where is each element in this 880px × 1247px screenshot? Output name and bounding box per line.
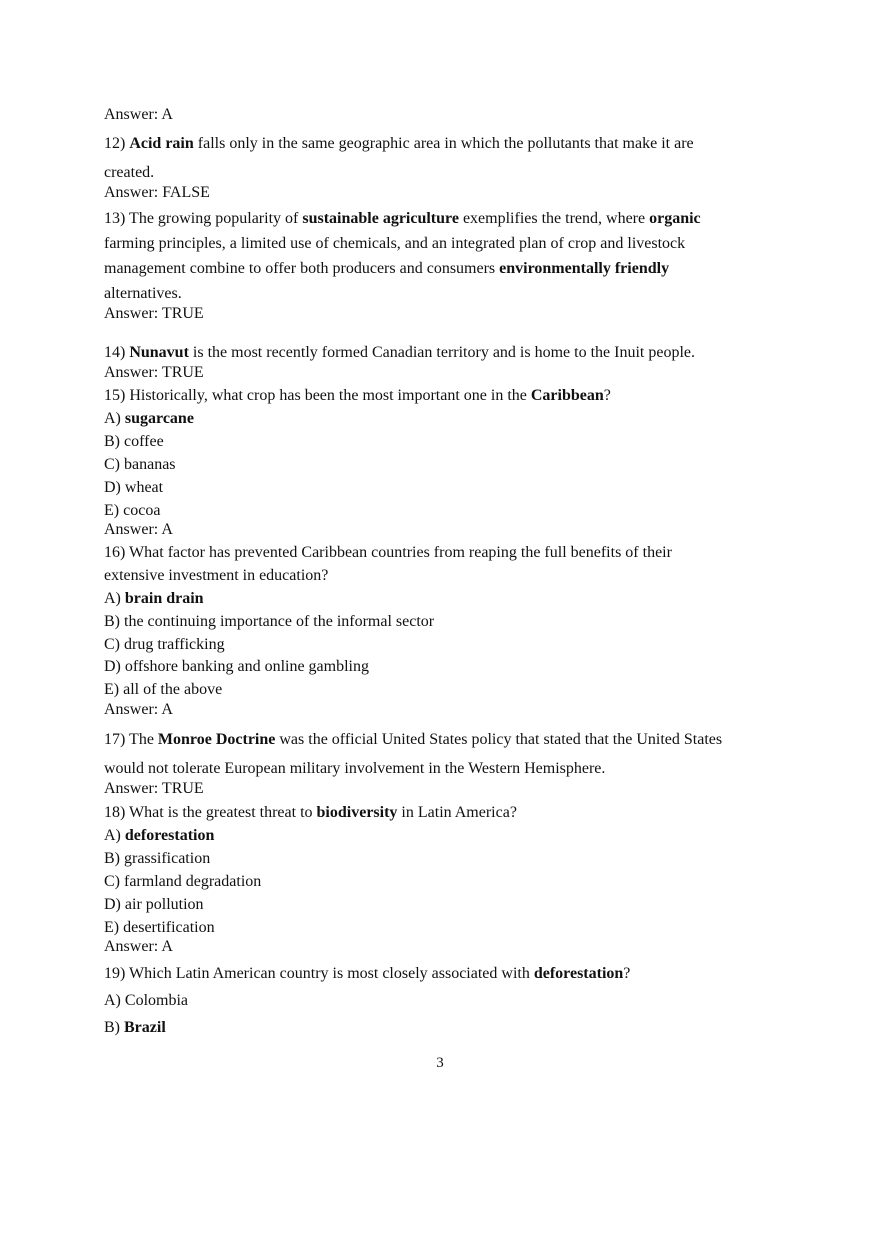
q13-stem-line3: management combine to offer both producers and consumers environmentally friendly xyxy=(104,260,670,277)
q13-stem-line4: alternatives. xyxy=(104,285,182,302)
q15-option-e: E) cocoa xyxy=(104,502,161,519)
q18-option-e: E) desertification xyxy=(104,919,215,936)
q15-option-d: D) wheat xyxy=(104,479,164,496)
q15-answer: Answer: A xyxy=(104,521,173,538)
q18-option-c: C) farmland degradation xyxy=(104,873,262,890)
q11-answer: Answer: A xyxy=(104,106,173,123)
q13-stem-line1: 13) The growing popularity of sustainable agriculture exemplifies the trend, where organic xyxy=(104,210,701,227)
q15-stem: 15) Historically, what crop has been the most important one in the Caribbean? xyxy=(104,387,611,404)
q15-option-b: B) coffee xyxy=(104,433,164,450)
q17-answer: Answer: TRUE xyxy=(104,780,204,797)
q15-option-c: C) bananas xyxy=(104,456,176,473)
q12-stem-line1: 12) Acid rain falls only in the same geographic area in which the pollutants that make it are xyxy=(104,135,694,152)
q16-option-b: B) the continuing importance of the informal sector xyxy=(104,613,435,630)
q16-answer: Answer: A xyxy=(104,701,173,718)
q16-option-e: E) all of the above xyxy=(104,681,223,698)
q16-option-d: D) offshore banking and online gambling xyxy=(104,658,369,675)
q18-option-b: B) grassification xyxy=(104,850,211,867)
q18-option-d: D) air pollution xyxy=(104,896,204,913)
q15-option-a: A) sugarcane xyxy=(104,410,194,427)
q16-option-a: A) brain drain xyxy=(104,590,204,607)
q19-stem: 19) Which Latin American country is most closely associated with deforestation? xyxy=(104,965,631,982)
q17-stem-line2: would not tolerate European military involvement in the Western Hemisphere. xyxy=(104,760,606,777)
q16-stem-line1: 16) What factor has prevented Caribbean countries from reaping the full benefits of their xyxy=(104,544,672,561)
q13-answer: Answer: TRUE xyxy=(104,305,204,322)
q12-stem-line2: created. xyxy=(104,164,155,181)
q17-stem-line1: 17) The Monroe Doctrine was the official United States policy that stated that the United States xyxy=(104,731,723,748)
q14-stem: 14) Nunavut is the most recently formed Canadian territory and is home to the Inuit people. xyxy=(104,344,695,361)
q16-option-c: C) drug trafficking xyxy=(104,636,225,653)
q18-option-a: A) deforestation xyxy=(104,827,215,844)
q13-stem-line2: farming principles, a limited use of chemicals, and an integrated plan of crop and livestock xyxy=(104,235,686,252)
q18-stem: 18) What is the greatest threat to biodiversity in Latin America? xyxy=(104,804,517,821)
q12-answer: Answer: FALSE xyxy=(104,184,210,201)
q18-answer: Answer: A xyxy=(104,938,173,955)
q19-option-b: B) Brazil xyxy=(104,1019,166,1036)
q19-option-a: A) Colombia xyxy=(104,992,188,1009)
page-number: 3 xyxy=(436,1055,444,1071)
q16-stem-line2: extensive investment in education? xyxy=(104,567,329,584)
q14-answer: Answer: TRUE xyxy=(104,364,204,381)
